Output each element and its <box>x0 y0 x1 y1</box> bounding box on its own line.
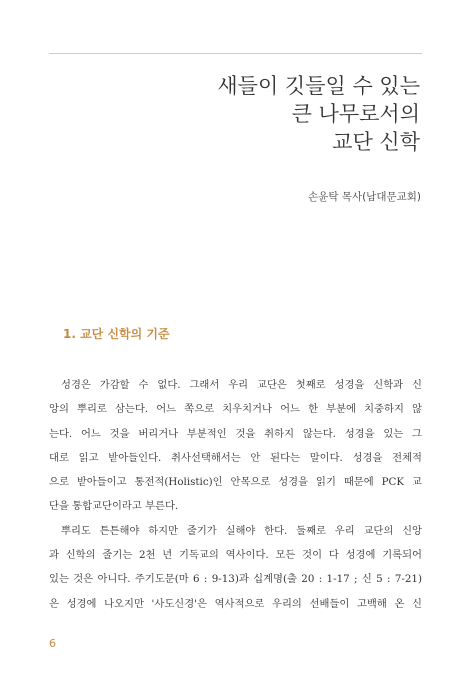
author-byline: 손윤탁 목사(남대문교회) <box>308 191 421 203</box>
section-heading: 1. 교단 신학의 기준 <box>63 327 170 341</box>
paragraph-1-line: 앙의 뿌리로 삼는다. 어느 쪽으로 치우치거나 어느 한 부분에 치중하지 않 <box>49 403 422 416</box>
title-line-1: 새들이 깃들일 수 있는 <box>217 74 420 98</box>
paragraph-1-line: 성경은 가감할 수 없다. 그래서 우리 교단은 첫째로 성경을 신학과 신 <box>61 379 422 391</box>
paragraph-1-line: 대로 읽고 받아들인다. 취사선택해서는 안 된다는 말이다. 성경을 전체적 <box>49 451 422 464</box>
paragraph-1-line: 으로 받아들이고 통전적(Holistic)인 안목으로 성경을 읽기 때문에 PCK 교 <box>49 476 422 489</box>
top-divider <box>49 53 422 54</box>
title-line-3: 교단 신학 <box>332 130 420 154</box>
paragraph-2-line: 있는 것은 아니다. 주기도문(마 6 : 9-13)과 십계명(출 20 : 1-17 ; 신 5 : 7-21) <box>49 573 422 586</box>
paragraph-2-line: 뿌리도 튼튼해야 하지만 줄기가 실해야 한다. 둘째로 우리 교단의 신앙 <box>61 524 422 537</box>
page-number: 6 <box>49 637 56 650</box>
paragraph-2-line: 은 성경에 나오지만 '사도신경'은 역사적으로 우리의 선배들이 고백해 온 신 <box>49 597 422 610</box>
article-title <box>60 72 420 156</box>
title-line-2: 큰 나무로서의 <box>291 102 420 126</box>
paragraph-1-line: 는다. 어느 것을 버리거나 부분적인 것을 취하지 않는다. 성경을 있는 그 <box>49 427 422 440</box>
paragraph-1-line: 단을 통합교단이라고 부른다. <box>49 500 179 513</box>
paragraph-2-line: 과 신학의 줄기는 2천 년 기독교의 역사이다. 모든 것이 다 성경에 기록되어 <box>49 549 422 562</box>
body-text <box>49 373 422 616</box>
